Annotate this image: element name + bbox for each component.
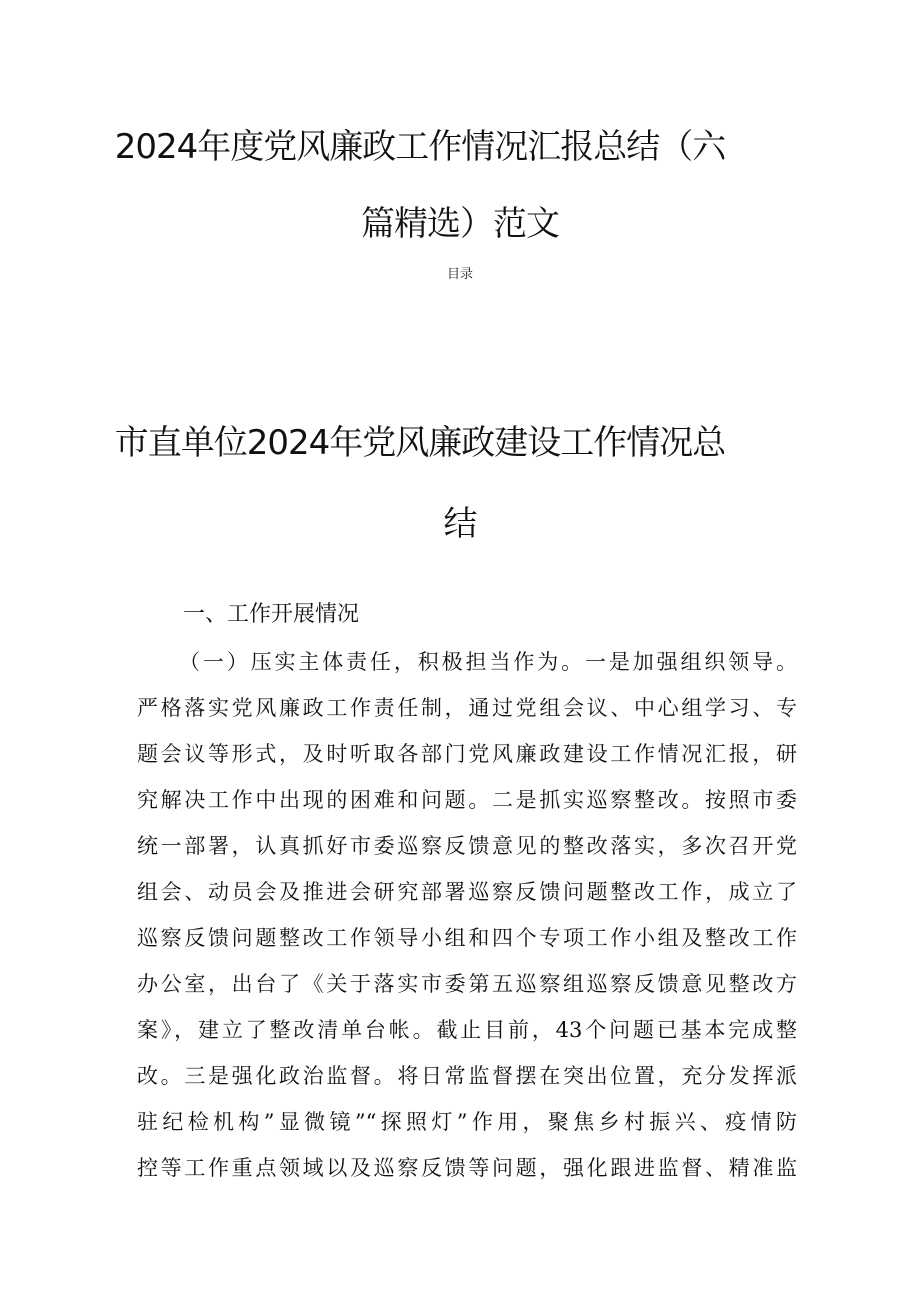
- paragraph-line: 巡察反馈问题整改工作领导小组和四个专项工作小组及整改工作: [137, 926, 797, 950]
- paragraph-line: 控等工作重点领域以及巡察反馈等问题，强化跟进监督、精准监: [137, 1156, 797, 1180]
- article-title-line-2: 结: [443, 504, 477, 544]
- article-title-line-1: 市直单位2024年党风廉政建设工作情况总: [114, 423, 726, 463]
- paragraph-line: 改。三是强化政治监督。将日常监督摆在突出位置，充分发挥派: [137, 1064, 797, 1088]
- paragraph-line: 统一部署，认真抓好市委巡察反馈意见的整改落实，多次召开党: [137, 834, 797, 858]
- paragraph-line: 案》，建立了整改清单台帐。截止目前，43个问题已基本完成整: [137, 1018, 797, 1042]
- paragraph-line: 严格落实党风廉政工作责任制，通过党组会议、中心组学习、专: [137, 696, 797, 720]
- document-title-line-1: 2024年度党风廉政工作情况汇报总结（六: [114, 127, 726, 167]
- paragraph-line: 题会议等形式，及时听取各部门党风廉政建设工作情况汇报，研: [137, 742, 797, 766]
- section-heading: 一、工作开展情况: [183, 602, 360, 627]
- paragraph-line: 组会、动员会及推进会研究部署巡察反馈问题整改工作，成立了: [137, 880, 797, 904]
- paragraph-line: 办公室，出台了《关于落实市委第五巡察组巡察反馈意见整改方: [137, 972, 797, 996]
- paragraph-line: 究解决工作中出现的困难和问题。二是抓实巡察整改。按照市委: [137, 788, 797, 812]
- document-title-line-2: 篇精选）范文: [361, 204, 559, 244]
- table-of-contents-label: 目录: [446, 267, 473, 282]
- paragraph-line: （一）压实主体责任，积极担当作为。一是加强组织领导。: [179, 650, 797, 674]
- paragraph-line: 驻纪检机构”显微镜”“探照灯”作用，聚焦乡村振兴、疫情防: [137, 1110, 797, 1134]
- body-paragraph: [137, 643, 797, 1195]
